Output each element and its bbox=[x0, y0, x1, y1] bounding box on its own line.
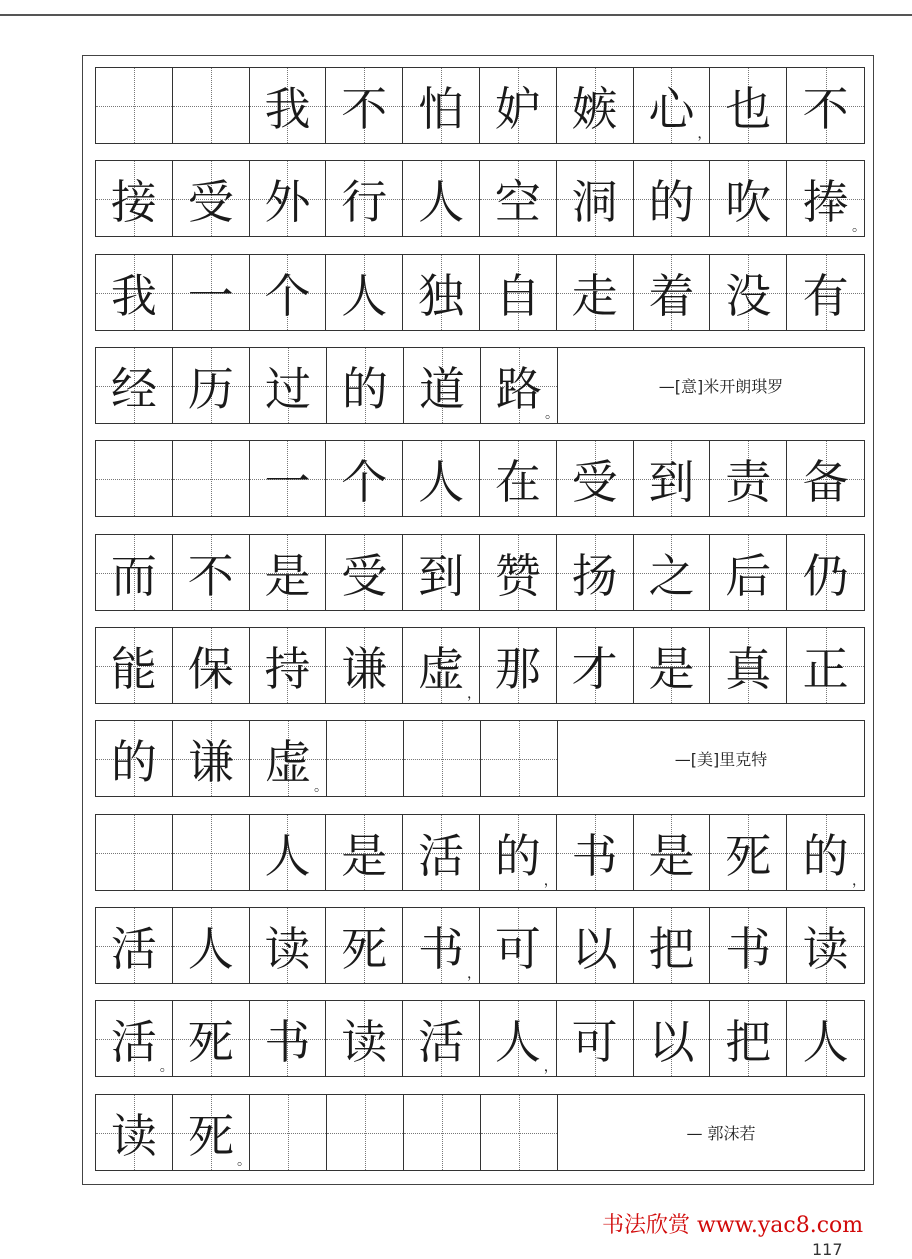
grid-cell bbox=[250, 255, 327, 330]
grid-cell bbox=[481, 348, 558, 423]
grid-cell bbox=[480, 628, 557, 703]
punctuation: ， bbox=[466, 966, 481, 982]
character: 吹 bbox=[725, 174, 772, 229]
punctuation: ， bbox=[697, 126, 712, 142]
character: 活 bbox=[418, 1014, 465, 1069]
grid-cell bbox=[326, 161, 403, 236]
author-attribution: — 郭沫若 bbox=[686, 1124, 756, 1143]
character: 在 bbox=[494, 454, 541, 509]
grid-cell bbox=[173, 628, 250, 703]
punctuation: ， bbox=[543, 873, 558, 889]
page-number: 117 bbox=[812, 1240, 843, 1259]
grid-cell bbox=[480, 535, 557, 610]
grid-cell bbox=[710, 255, 787, 330]
character: 把 bbox=[725, 1014, 772, 1069]
grid-cell bbox=[96, 628, 173, 703]
grid-cell bbox=[480, 1001, 557, 1076]
punctuation: ， bbox=[466, 686, 481, 702]
character: 人 bbox=[418, 454, 465, 509]
character: 人 bbox=[418, 174, 465, 229]
character: 个 bbox=[264, 268, 311, 323]
character: 那 bbox=[494, 641, 541, 696]
character: 人 bbox=[494, 1014, 541, 1069]
grid-cell bbox=[403, 535, 480, 610]
character: 可 bbox=[494, 921, 541, 976]
grid-cell bbox=[787, 161, 864, 236]
character: 我 bbox=[264, 81, 311, 136]
character: 书 bbox=[571, 828, 618, 883]
character: 人 bbox=[802, 1014, 849, 1069]
grid-row bbox=[95, 160, 865, 237]
character: 受 bbox=[571, 454, 618, 509]
grid-cell bbox=[710, 1001, 787, 1076]
character: 道 bbox=[419, 361, 465, 416]
grid-row bbox=[95, 67, 865, 144]
punctuation: ， bbox=[851, 873, 866, 889]
character: 受 bbox=[187, 174, 234, 229]
grid-cell bbox=[480, 161, 557, 236]
grid-cell bbox=[481, 1095, 558, 1170]
grid-cell bbox=[634, 535, 711, 610]
author-attribution: —[美]里克特 bbox=[674, 750, 768, 769]
grid-cell bbox=[173, 1001, 250, 1076]
character: 有 bbox=[802, 268, 849, 323]
grid-cell bbox=[480, 908, 557, 983]
grid-cell bbox=[96, 1001, 173, 1076]
grid-cell bbox=[173, 255, 250, 330]
grid-cell bbox=[173, 908, 250, 983]
grid-cell bbox=[326, 1001, 403, 1076]
grid-cell bbox=[173, 161, 250, 236]
character: 走 bbox=[571, 268, 618, 323]
grid-row bbox=[95, 1094, 865, 1171]
grid-cell bbox=[787, 535, 864, 610]
grid-cell bbox=[557, 255, 634, 330]
grid-cell bbox=[250, 535, 327, 610]
grid-cell bbox=[96, 68, 173, 143]
character: 而 bbox=[110, 548, 157, 603]
grid-cell bbox=[403, 908, 480, 983]
character: 自 bbox=[494, 268, 541, 323]
character: 不 bbox=[187, 548, 234, 603]
character: 是 bbox=[264, 548, 311, 603]
grid-cell bbox=[404, 721, 481, 796]
grid-cell bbox=[634, 908, 711, 983]
grid-cell bbox=[96, 908, 173, 983]
page-top-rule bbox=[0, 14, 912, 16]
grid-cell bbox=[250, 721, 327, 796]
character: 读 bbox=[264, 921, 311, 976]
grid-cell bbox=[250, 68, 327, 143]
grid-cell bbox=[173, 535, 250, 610]
character: 到 bbox=[418, 548, 465, 603]
character: 持 bbox=[264, 641, 311, 696]
grid-cell bbox=[480, 441, 557, 516]
grid-cell bbox=[480, 68, 557, 143]
character: 也 bbox=[725, 81, 772, 136]
grid-cell bbox=[481, 721, 558, 796]
grid-cell bbox=[96, 815, 173, 890]
grid-cell bbox=[710, 815, 787, 890]
character: 人 bbox=[264, 828, 311, 883]
grid-cell bbox=[404, 348, 481, 423]
character: 死 bbox=[187, 1014, 234, 1069]
character: 一 bbox=[264, 454, 311, 509]
grid-row bbox=[95, 534, 865, 611]
grid-cell bbox=[403, 628, 480, 703]
grid-cell bbox=[173, 348, 250, 423]
grid-cell bbox=[787, 908, 864, 983]
character: 扬 bbox=[571, 548, 618, 603]
character: 到 bbox=[648, 454, 695, 509]
character: 我 bbox=[110, 268, 157, 323]
character: 一 bbox=[187, 268, 234, 323]
grid-cell bbox=[250, 1001, 327, 1076]
character: 人 bbox=[187, 921, 234, 976]
character: 以 bbox=[648, 1014, 695, 1069]
grid-cell bbox=[326, 255, 403, 330]
grid-row bbox=[95, 814, 865, 891]
character: 个 bbox=[341, 454, 388, 509]
grid-cell bbox=[403, 161, 480, 236]
grid-cell bbox=[326, 908, 403, 983]
character: 是 bbox=[648, 641, 695, 696]
character: 保 bbox=[187, 641, 234, 696]
punctuation: 。 bbox=[545, 406, 559, 422]
grid-cell bbox=[250, 441, 327, 516]
character: 能 bbox=[110, 641, 157, 696]
character: 读 bbox=[802, 921, 849, 976]
grid-cell bbox=[634, 161, 711, 236]
character: 妒 bbox=[494, 81, 541, 136]
grid-cell bbox=[326, 68, 403, 143]
grid-cell bbox=[96, 348, 173, 423]
grid-cell bbox=[96, 1095, 173, 1170]
character: 的 bbox=[494, 828, 541, 883]
grid-cell bbox=[710, 628, 787, 703]
grid-cell bbox=[250, 161, 327, 236]
character: 活 bbox=[418, 828, 465, 883]
grid-cell bbox=[403, 68, 480, 143]
character: 心 bbox=[648, 81, 695, 136]
character: 不 bbox=[341, 81, 388, 136]
character: 可 bbox=[571, 1014, 618, 1069]
character: 谦 bbox=[188, 734, 234, 789]
character: 死 bbox=[725, 828, 772, 883]
grid-cell bbox=[480, 255, 557, 330]
character: 是 bbox=[341, 828, 388, 883]
grid-row bbox=[95, 254, 865, 331]
character: 洞 bbox=[571, 174, 618, 229]
grid-cell bbox=[557, 628, 634, 703]
character: 不 bbox=[802, 81, 849, 136]
character: 书 bbox=[418, 921, 465, 976]
character: 以 bbox=[571, 921, 618, 976]
grid-cell bbox=[403, 815, 480, 890]
character: 的 bbox=[802, 828, 849, 883]
character: 的 bbox=[648, 174, 695, 229]
character: 是 bbox=[648, 828, 695, 883]
grid-cell bbox=[403, 441, 480, 516]
character: 嫉 bbox=[571, 81, 618, 136]
character: 真 bbox=[725, 641, 772, 696]
punctuation: 。 bbox=[851, 219, 866, 235]
grid-cell bbox=[710, 908, 787, 983]
grid-cell bbox=[403, 1001, 480, 1076]
character: 死 bbox=[341, 921, 388, 976]
grid-row bbox=[95, 1000, 865, 1077]
character: 后 bbox=[725, 548, 772, 603]
grid-cell bbox=[634, 68, 711, 143]
character: 经 bbox=[111, 361, 157, 416]
grid-cell bbox=[327, 348, 404, 423]
grid-cell bbox=[787, 68, 864, 143]
grid-cell bbox=[250, 815, 327, 890]
grid-cell bbox=[173, 815, 250, 890]
character: 受 bbox=[341, 548, 388, 603]
grid-cell bbox=[557, 441, 634, 516]
character: 书 bbox=[725, 921, 772, 976]
punctuation: 。 bbox=[314, 779, 328, 795]
character: 虚 bbox=[418, 641, 465, 696]
character: 虚 bbox=[265, 734, 311, 789]
grid-cell bbox=[557, 815, 634, 890]
grid-cell bbox=[710, 441, 787, 516]
grid-cell bbox=[787, 441, 864, 516]
grid-cell bbox=[480, 815, 557, 890]
character: 行 bbox=[341, 174, 388, 229]
grid-cell bbox=[557, 535, 634, 610]
character: 之 bbox=[648, 548, 695, 603]
grid-cell bbox=[634, 628, 711, 703]
character: 才 bbox=[571, 641, 618, 696]
character: 路 bbox=[496, 361, 542, 416]
character: 怕 bbox=[418, 81, 465, 136]
grid-cell bbox=[173, 68, 250, 143]
punctuation: 。 bbox=[237, 1153, 251, 1169]
character: 赞 bbox=[494, 548, 541, 603]
grid-row bbox=[95, 347, 865, 424]
character: 的 bbox=[111, 734, 157, 789]
watermark: 书法欣赏 www.yac8.com bbox=[602, 1213, 864, 1238]
grid-cell bbox=[634, 255, 711, 330]
character: 读 bbox=[111, 1108, 157, 1163]
punctuation: ， bbox=[543, 1059, 558, 1075]
grid-cell bbox=[96, 441, 173, 516]
grid-cell bbox=[634, 1001, 711, 1076]
grid-cell bbox=[404, 1095, 481, 1170]
grid-cell bbox=[173, 441, 250, 516]
character: 正 bbox=[802, 641, 849, 696]
character: 过 bbox=[265, 361, 311, 416]
character: 谦 bbox=[341, 641, 388, 696]
character: 备 bbox=[802, 454, 849, 509]
grid-cell bbox=[787, 1001, 864, 1076]
character: 把 bbox=[648, 921, 695, 976]
grid-row bbox=[95, 907, 865, 984]
grid-cell bbox=[173, 721, 250, 796]
character: 独 bbox=[418, 268, 465, 323]
character: 的 bbox=[342, 361, 388, 416]
character: 没 bbox=[725, 268, 772, 323]
grid-row bbox=[95, 440, 865, 517]
character: 人 bbox=[341, 268, 388, 323]
grid-cell bbox=[96, 255, 173, 330]
grid-cell bbox=[326, 628, 403, 703]
grid-cell bbox=[557, 161, 634, 236]
grid-cell bbox=[787, 255, 864, 330]
grid-cell bbox=[710, 535, 787, 610]
character: 活 bbox=[110, 1014, 157, 1069]
grid-cell bbox=[250, 628, 327, 703]
character: 着 bbox=[648, 268, 695, 323]
grid-cell bbox=[634, 815, 711, 890]
character: 读 bbox=[341, 1014, 388, 1069]
author-attribution: —[意]米开朗琪罗 bbox=[658, 377, 784, 396]
grid-cell bbox=[250, 348, 327, 423]
grid-row bbox=[95, 627, 865, 704]
grid-cell bbox=[250, 1095, 327, 1170]
grid-cell bbox=[710, 68, 787, 143]
character: 死 bbox=[188, 1108, 234, 1163]
grid-cell bbox=[403, 255, 480, 330]
grid-cell bbox=[326, 441, 403, 516]
grid-cell bbox=[634, 441, 711, 516]
character: 捧 bbox=[802, 174, 849, 229]
grid-row bbox=[95, 720, 865, 797]
character: 外 bbox=[264, 174, 311, 229]
grid-cell bbox=[327, 721, 404, 796]
grid-cell bbox=[787, 815, 864, 890]
character: 责 bbox=[725, 454, 772, 509]
grid-cell bbox=[787, 628, 864, 703]
character: 空 bbox=[494, 174, 541, 229]
grid-cell bbox=[557, 68, 634, 143]
grid-cell bbox=[250, 908, 327, 983]
grid-cell bbox=[96, 721, 173, 796]
grid-cell bbox=[557, 1001, 634, 1076]
character: 仍 bbox=[802, 548, 849, 603]
character: 书 bbox=[264, 1014, 311, 1069]
character: 历 bbox=[188, 361, 234, 416]
character: 活 bbox=[110, 921, 157, 976]
grid-cell bbox=[326, 535, 403, 610]
grid-cell bbox=[710, 161, 787, 236]
punctuation: 。 bbox=[159, 1059, 174, 1075]
character: 接 bbox=[110, 174, 157, 229]
grid-cell bbox=[557, 908, 634, 983]
grid-cell bbox=[173, 1095, 250, 1170]
grid-cell bbox=[327, 1095, 404, 1170]
grid-cell bbox=[326, 815, 403, 890]
grid-cell bbox=[96, 535, 173, 610]
grid-cell bbox=[96, 161, 173, 236]
